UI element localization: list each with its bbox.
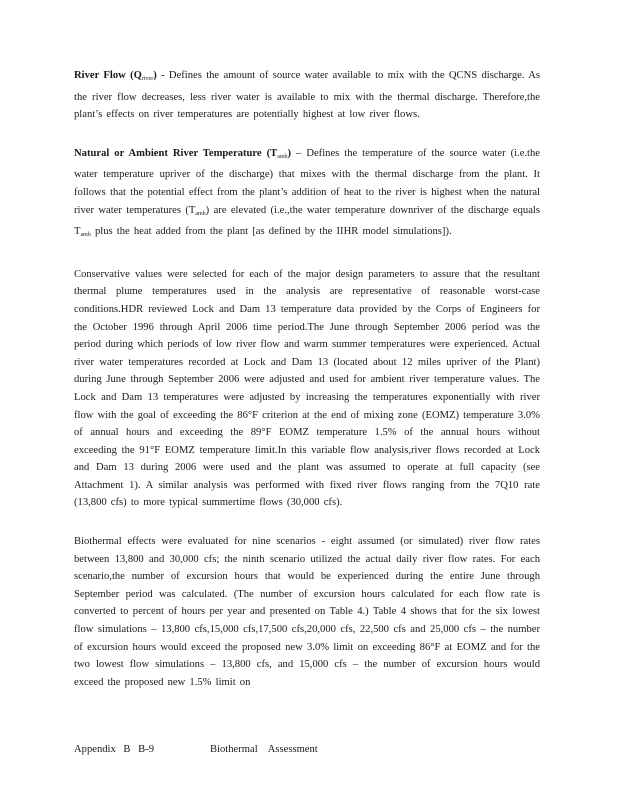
term-river-flow: River Flow $(Q_{river})$: [74, 70, 157, 82]
paragraph-ambient-temperature: [74, 145, 540, 245]
definition-ambient-part-1: – Defines the temperature of the source water (i.e.the water temperature upriver of the discharge) that mixes with the thermal discharge from the plant. It follows that the potential effect from the plant’s addition of heat to the river is highest when the natural river water temperatures (T: [74, 147, 540, 216]
footer-appendix-ref: Appendix B B-9: [74, 744, 155, 755]
definition-river-flow: - Defines the amount of source water available to mix with the QCNS discharge. As the river flow decreases, less river water is available to mix with the thermal discharge. Therefore,the plant’s effects on river temperatures are potentially highest at low river flows.: [74, 70, 541, 121]
subscript-amb-3: amb: [80, 232, 91, 239]
subscript-river: river: [141, 76, 154, 82]
subscript-amb-2: amb: [195, 210, 206, 217]
footer-section-title: Biothermal Assessment: [210, 744, 318, 755]
document-body: [74, 67, 540, 712]
definition-ambient-part-2: ) are elevated (i.e.,the water temperature downriver of the discharge equals T: [74, 204, 540, 238]
paragraph-biothermal-effects: Biothermal effects were evaluated for nine scenarios - eight assumed (or simulated) river flow rates between 13,800 and 30,000 cfs; the ninth scenario utilized the actual daily river flow rates. For each scenario,the number of excursion hours that would be experienced during the entire June through September period was calculated. (The number of excursion hours calculated for each flow rate is converted to percent of hours per year and presented on Table 4.) Table 4 shows that for the six lowest flow simulations – 13,800 cfs,15,000 cfs,17,500 cfs,20,000 cfs, 22,500 cfs and 25,000 cfs – the number of excursion hours would exceed the proposed new 3.0% limit on exceeding 86°F at EOMZ and for the two lowest flow simulations – 13,800 cfs, and 15,000 cfs – the number of excursion hours would exceed the proposed new 1.5% limit on: [74, 536, 540, 688]
definition-ambient-part-3: plus the heat added from the plant [as defined by the IIHR model simulations]).: [90, 226, 452, 238]
page-footer: [74, 742, 540, 758]
subscript-amb: amb: [277, 153, 288, 160]
paragraph-conservative-values: Conservative values were selected for each of the major design parameters to assure that the resultant thermal plume temperatures used in the analysis are representative of reasonable worst-case conditions.HDR reviewed Lock and Dam 13 temperature data provided by the Corps of Engineers for the October 1996 through April 2006 time period.The June through September 2006 period was the period during which periods of low river flow and warm summer temperatures were experienced. Actual river water temperatures recorded at Lock and Dam 13 (located about 12 miles upriver of the Plant) during June through September 2006 were adjusted and used for ambient river temperature values. The Lock and Dam 13 temperatures were adjusted by increasing the temperatures exponentially with river flow with the goal of exceeding the 86°F criterion at the end of mixing zone (EOMZ) temperature 3.0% of annual hours and exceeding the 89°F EOMZ temperature 1.5% of the annual hours without exceeding the 91°F EOMZ temperature limit.In this variable flow analysis,river flows recorded at Lock and Dam 13 during 2006 were used and the plant was assumed to operate at full capacity (see Attachment 1). A similar analysis was performed with fixed river flows ranging from the 7Q10 rate (13,800 cfs) to more typical summertime flows (30,000 cfs).: [74, 268, 540, 509]
term-ambient-temperature: Natural or Ambient River Temperature $(T_{amb})$: [74, 147, 292, 160]
paragraph-river-flow: [74, 67, 540, 124]
